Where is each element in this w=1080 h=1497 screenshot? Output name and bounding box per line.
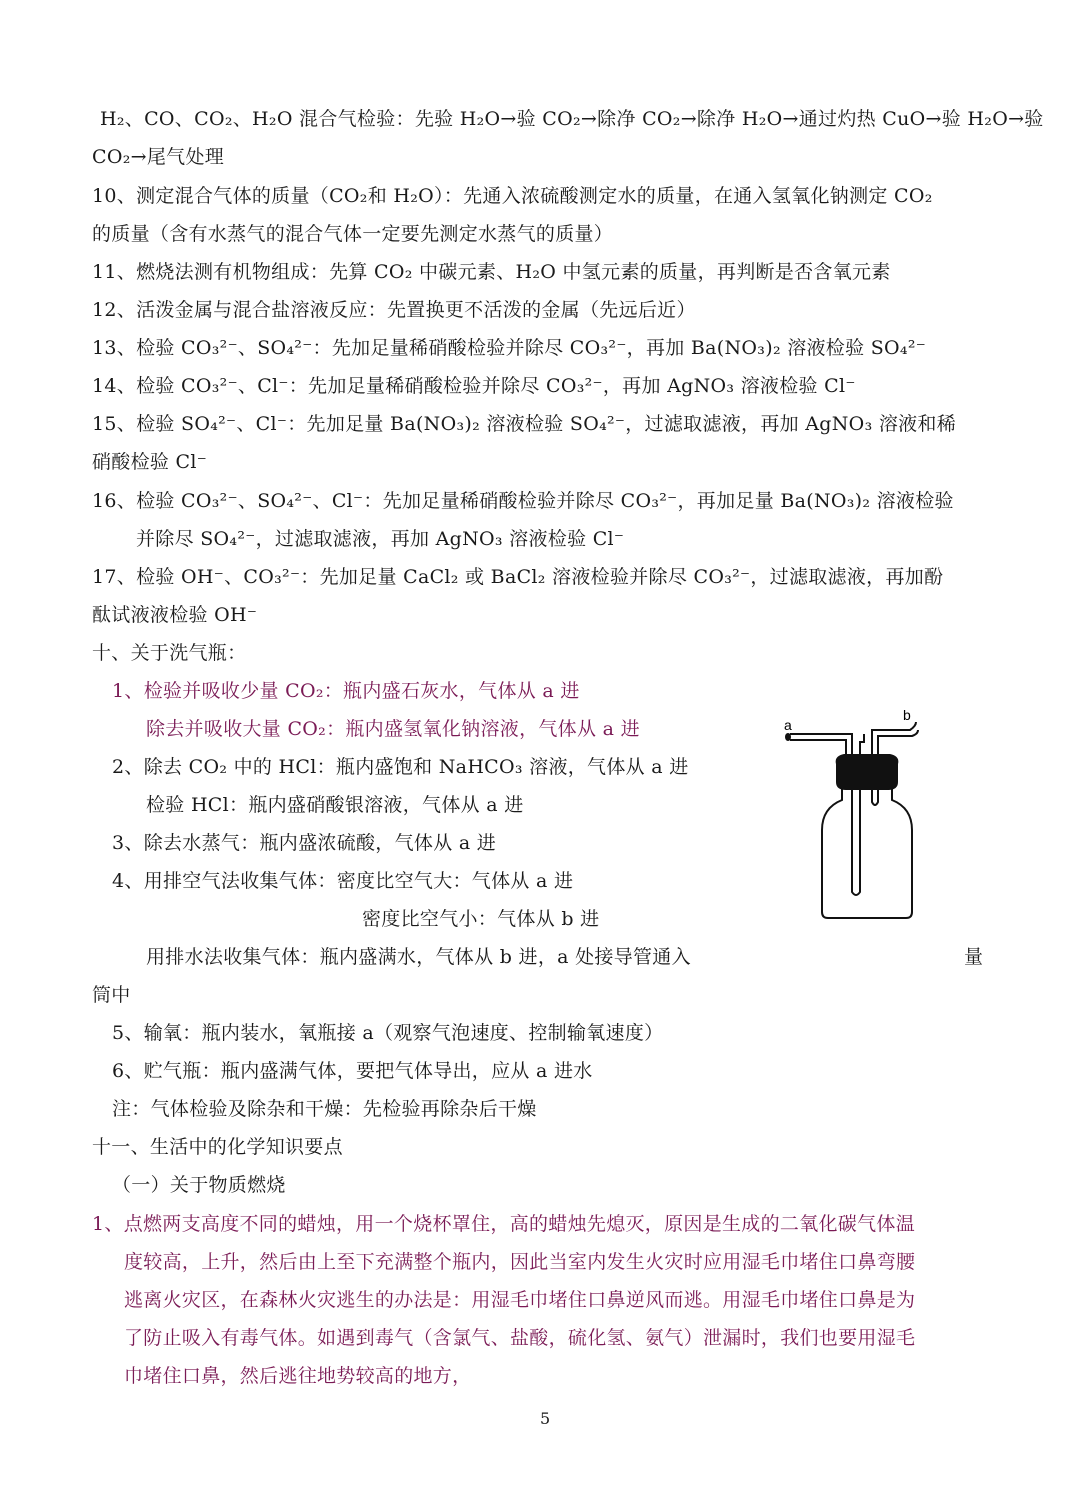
subsection-heading: （一）关于物质燃烧	[112, 1174, 286, 1196]
label-a: a	[784, 717, 792, 733]
rubber-stopper	[836, 754, 899, 790]
text-line: 10、测定混合气体的质量（CO₂和 H₂O）：先通入浓硫酸测定水的质量，在通入氢氧化钠测定 CO₂	[92, 185, 933, 207]
text-line: 巾堵住口鼻，然后逃往地势较高的地方，	[124, 1365, 472, 1387]
text-line: 了防止吸入有毒气体。如遇到毒气（含氯气、盐酸，硫化氢、氨气）泄漏时，我们也要用湿毛	[124, 1327, 916, 1349]
text-line: 用排水法收集气体：瓶内盛满水，气体从 b 进，a 处接导管通入	[146, 946, 691, 968]
text-line: 11、燃烧法测有机物组成：先算 CO₂ 中碳元素、H₂O 中氢元素的质量，再判断是否含氧元素	[92, 261, 891, 283]
text-line: 密度比空气小：气体从 b 进	[362, 908, 600, 930]
text-line: H₂、CO、CO₂、H₂O 混合气检验：先验 H₂O→验 CO₂→除净 CO₂→除净 H₂O→通过灼热 CuO→验 H₂O→验	[100, 108, 1044, 130]
text-line: 5、输氧：瓶内装水，氧瓶接 a（观察气泡速度、控制输氧速度）	[112, 1022, 664, 1044]
text-line: 2、除去 CO₂ 中的 HCl：瓶内盛饱和 NaHCO₃ 溶液，气体从 a 进	[112, 756, 689, 778]
text-line: 14、检验 CO₃²⁻、Cl⁻：先加足量稀硝酸检验并除尽 CO₃²⁻，再加 AgNO₃ 溶液检验 Cl⁻	[92, 375, 856, 397]
text-line: 1、点燃两支高度不同的蜡烛，用一个烧杯罩住，高的蜡烛先熄灭，原因是生成的二氧化碳气体温	[92, 1213, 915, 1235]
page-number: 5	[540, 1409, 551, 1428]
text-line: 逃离火灾区，在森林火灾逃生的办法是：用湿毛巾堵住口鼻逆风而逃。用湿毛巾堵住口鼻是为	[124, 1289, 916, 1311]
label-b: b	[903, 707, 911, 723]
text-line: 4、用排空气法收集气体：密度比空气大：气体从 a 进	[112, 870, 574, 892]
text-line: 除去并吸收大量 CO₂：瓶内盛氢氧化钠溶液，气体从 a 进	[146, 718, 640, 740]
text-line: 12、活泼金属与混合盐溶液反应：先置换更不活泼的金属（先远后近）	[92, 299, 696, 321]
text-line: 的质量（含有水蒸气的混合气体一定要先测定水蒸气的质量）	[92, 223, 614, 245]
text-line: 度较高，上升，然后由上至下充满整个瓶内，因此当室内发生火灾时应用湿毛巾堵住口鼻弯腰	[124, 1251, 916, 1273]
text-line: 筒中	[92, 984, 131, 1006]
note-line: 注：气体检验及除杂和干燥：先检验再除杂后干燥	[112, 1098, 537, 1120]
bottle-body	[822, 780, 912, 918]
text-line: CO₂→尾气处理	[92, 146, 225, 168]
text-line: 15、检验 SO₄²⁻、Cl⁻：先加足量 Ba(NO₃)₂ 溶液检验 SO₄²⁻，过滤取滤液，再加 AgNO₃ 溶液和稀	[92, 413, 957, 435]
section-heading: 十一、生活中的化学知识要点	[92, 1136, 343, 1158]
text-line: 6、贮气瓶：瓶内盛满气体，要把气体导出，应从 a 进水	[112, 1060, 593, 1082]
gas-washing-bottle-figure	[770, 700, 950, 930]
text-line: 量	[964, 946, 984, 968]
text-line: 3、除去水蒸气：瓶内盛浓硫酸，气体从 a 进	[112, 832, 497, 854]
text-line: 检验 HCl：瓶内盛硝酸银溶液，气体从 a 进	[146, 794, 524, 816]
text-line: 并除尽 SO₄²⁻，过滤取滤液，再加 AgNO₃ 溶液检验 Cl⁻	[136, 528, 625, 550]
text-line: 酞试液液检验 OH⁻	[92, 604, 258, 626]
text-line: 1、检验并吸收少量 CO₂：瓶内盛石灰水，气体从 a 进	[112, 680, 580, 702]
text-line: 16、检验 CO₃²⁻、SO₄²⁻、Cl⁻：先加足量稀硝酸检验并除尽 CO₃²⁻，再加足量 Ba(NO₃)₂ 溶液检验	[92, 490, 954, 512]
section-heading: 十、关于洗气瓶：	[92, 642, 247, 664]
text-line: 硝酸检验 Cl⁻	[92, 451, 208, 473]
text-line: 13、检验 CO₃²⁻、SO₄²⁻：先加足量稀硝酸检验并除尽 CO₃²⁻，再加 Ba(NO₃)₂ 溶液检验 SO₄²⁻	[92, 337, 927, 359]
text-line: 17、检验 OH⁻、CO₃²⁻：先加足量 CaCl₂ 或 BaCl₂ 溶液检验并除尽 CO₃²⁻，过滤取滤液，再加酚	[92, 566, 944, 588]
